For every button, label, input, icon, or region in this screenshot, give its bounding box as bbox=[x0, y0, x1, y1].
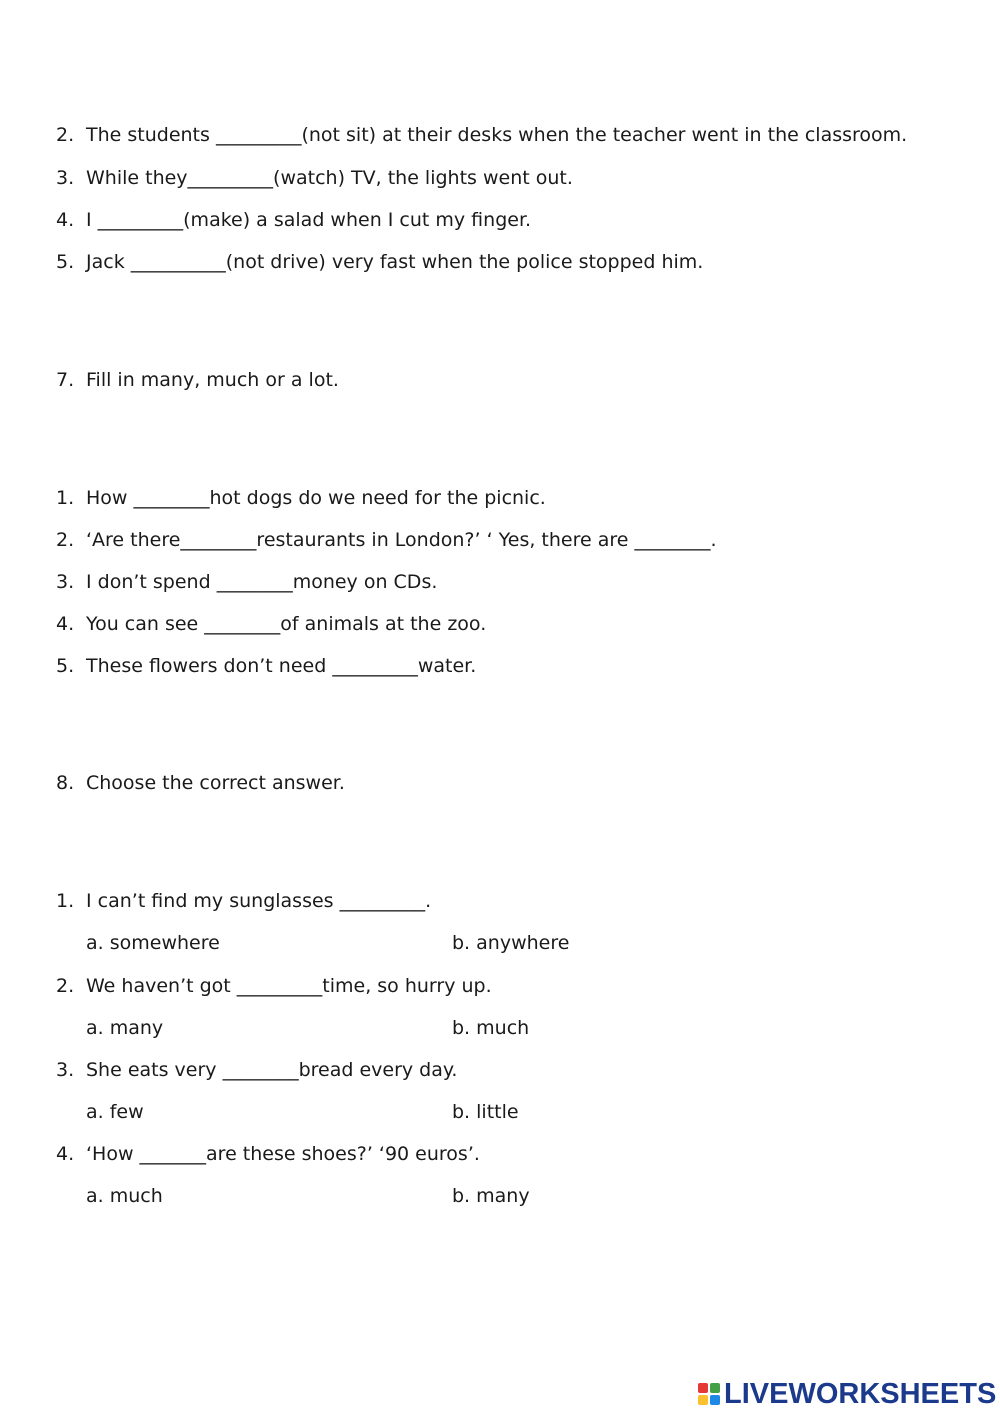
item-number: 4. bbox=[56, 613, 75, 635]
section-title: Choose the correct answer. bbox=[86, 772, 345, 794]
logo-square bbox=[698, 1383, 708, 1393]
option-a: a. many bbox=[86, 1017, 164, 1039]
item-text: We haven’t got _________time, so hurry up. bbox=[86, 975, 492, 997]
option-a: a. much bbox=[86, 1185, 163, 1207]
option-b: b. little bbox=[452, 1101, 519, 1123]
item-number: 4. bbox=[56, 209, 75, 231]
item-number: 2. bbox=[56, 124, 75, 146]
item-number: 4. bbox=[56, 1143, 75, 1165]
item-text: While they_________(watch) TV, the lights went out. bbox=[86, 167, 573, 189]
logo-square bbox=[698, 1395, 708, 1405]
logo-text: LIVEWORKSHEETS bbox=[724, 1377, 997, 1410]
item-number: 3. bbox=[56, 167, 75, 189]
section-number: 7. bbox=[56, 369, 75, 391]
item-text: These flowers don’t need _________water. bbox=[86, 655, 477, 677]
item-text: She eats very ________bread every day. bbox=[86, 1059, 458, 1081]
item-number: 1. bbox=[56, 487, 75, 509]
option-b: b. much bbox=[452, 1017, 530, 1039]
item-text: ‘Are there________restaurants in London?’ ‘ Yes, there are ________. bbox=[86, 529, 717, 551]
section-number: 8. bbox=[56, 772, 75, 794]
item-text: Jack __________(not drive) very fast when the police stopped him. bbox=[86, 251, 704, 273]
option-b: b. anywhere bbox=[452, 932, 570, 954]
item-number: 1. bbox=[56, 890, 75, 912]
item-number: 3. bbox=[56, 1059, 75, 1081]
item-text: I can’t find my sunglasses _________. bbox=[86, 890, 432, 912]
logo-squares-icon bbox=[698, 1383, 720, 1405]
option-a: a. few bbox=[86, 1101, 144, 1123]
liveworksheets-logo bbox=[698, 1377, 996, 1411]
item-number: 5. bbox=[56, 655, 75, 677]
item-text: The students _________(not sit) at their desks when the teacher went in the classroom. bbox=[86, 124, 908, 146]
logo-square bbox=[710, 1383, 720, 1393]
logo-square bbox=[710, 1395, 720, 1405]
item-text: You can see ________of animals at the zoo. bbox=[86, 613, 487, 635]
option-a: a. somewhere bbox=[86, 932, 220, 954]
item-number: 2. bbox=[56, 975, 75, 997]
item-number: 3. bbox=[56, 571, 75, 593]
item-number: 5. bbox=[56, 251, 75, 273]
item-text: How ________hot dogs do we need for the picnic. bbox=[86, 487, 546, 509]
item-text: I _________(make) a salad when I cut my finger. bbox=[86, 209, 532, 231]
section-title: Fill in many, much or a lot. bbox=[86, 369, 339, 391]
option-b: b. many bbox=[452, 1185, 530, 1207]
item-number: 2. bbox=[56, 529, 75, 551]
item-text: ‘How _______are these shoes?’ ‘90 euros’. bbox=[86, 1143, 480, 1165]
item-text: I don’t spend ________money on CDs. bbox=[86, 571, 438, 593]
